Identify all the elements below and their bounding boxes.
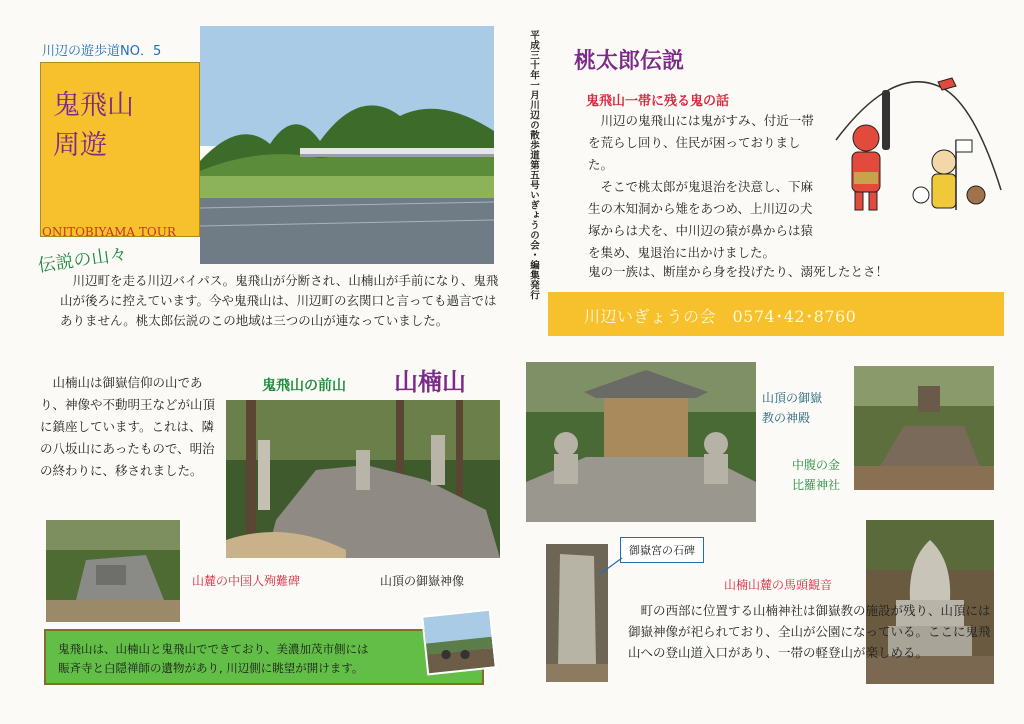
- momotaro-figure: [913, 140, 985, 210]
- viewpoint-photo: [421, 609, 497, 676]
- momotaro-title: 桃太郎伝説: [574, 49, 685, 74]
- yamakusu-title: 山楠山: [394, 368, 466, 396]
- publication-note: 平成三十年一月川辺の散歩道第五号いぎょうの会・編集発行: [528, 30, 539, 300]
- bottom-description: 町の西部に位置する山楠神社は御嶽教の施設が残り、山頂には御嶽神像が祀られており、全山が公園になっている。ここに鬼飛山への登山道入口があり、一帯の軽登山が楽しめる。: [628, 603, 991, 660]
- intro-text: 川辺町を走る川辺バイパス。鬼飛山が分断され、山楠山が手前になり、鬼飛山が後ろに控えています。今や鬼飛山は、川辺町の玄関口と言っても過言ではありません。桃太郎伝説のこの地域は三つの山が連なっていました。: [60, 273, 499, 328]
- oni-story-subtitle: 鬼飛山一帯に残る鬼の話: [586, 94, 730, 109]
- contact-banner: [548, 292, 1004, 336]
- front-mountain-label: 鬼飛山の前山: [262, 378, 346, 394]
- story-paragraph-2: そこで桃太郎が鬼退治を決意し、下麻生の木知洞から雉をあつめ、上川辺の犬塚からは犬を、中川辺の猿が鼻からは猿を集め、鬼退治に出かけました。: [588, 179, 814, 260]
- stone-tablet-callout: 御嶽宮の石碑: [620, 537, 704, 563]
- green-box-line2: 賑斉寺と白隠禅師の遺物があり, 川辺側に眺望が開けます。: [58, 661, 364, 675]
- bypass-photo: [200, 26, 494, 264]
- oni-figure: [852, 90, 890, 210]
- series-label: 川辺の遊歩道NO．5: [42, 44, 162, 59]
- bato-caption: 山楠山麓の馬頭観音: [724, 578, 833, 592]
- momotaro-illustration: [826, 70, 1006, 230]
- tour-label: ONITOBIYAMA TOUR: [42, 225, 176, 239]
- story-paragraph-1: 川辺の鬼飛山には鬼がすみ、付近一帯を荒らし回り、住民が困っておりました。: [588, 113, 814, 172]
- story-paragraph-3: 鬼の一族は、断崖から身を投げたり、溺死したとさ！: [588, 264, 889, 279]
- green-box-line1: 鬼飛山は、山楠山と鬼飛山でできており、美濃加茂市側には: [58, 642, 369, 656]
- konpira-photo: [854, 366, 994, 490]
- legend-heading: 伝説の山々: [36, 243, 129, 277]
- contact-text: 川辺いぎょうの会 0574･42･8760: [584, 307, 857, 326]
- shrine-caption: 山頂の御嶽 教の神殿: [762, 391, 823, 425]
- green-info-box: [44, 629, 484, 685]
- title-line1: 鬼飛山: [53, 90, 134, 121]
- title-box: [40, 62, 200, 237]
- summit-statue-photo: [226, 400, 500, 558]
- monument-caption: 山麓の中国人殉難碑: [192, 574, 301, 588]
- summit-statue-caption: 山頂の御嶽神像: [380, 574, 465, 588]
- shrine-photo: [526, 362, 756, 522]
- callout-pointer: [598, 556, 624, 576]
- konpira-caption: 中腹の金 比羅神社: [792, 458, 841, 492]
- monument-photo: [46, 520, 180, 622]
- yamakusu-description: 山楠山は御嶽信仰の山であり、神像や不動明王などが山頂に鎮座しています。これは、隣の八坂山にあったもので、明治の終わりに、移されました。: [40, 375, 216, 478]
- title-line2: 周遊: [53, 130, 107, 161]
- momotaro-story: [588, 110, 823, 264]
